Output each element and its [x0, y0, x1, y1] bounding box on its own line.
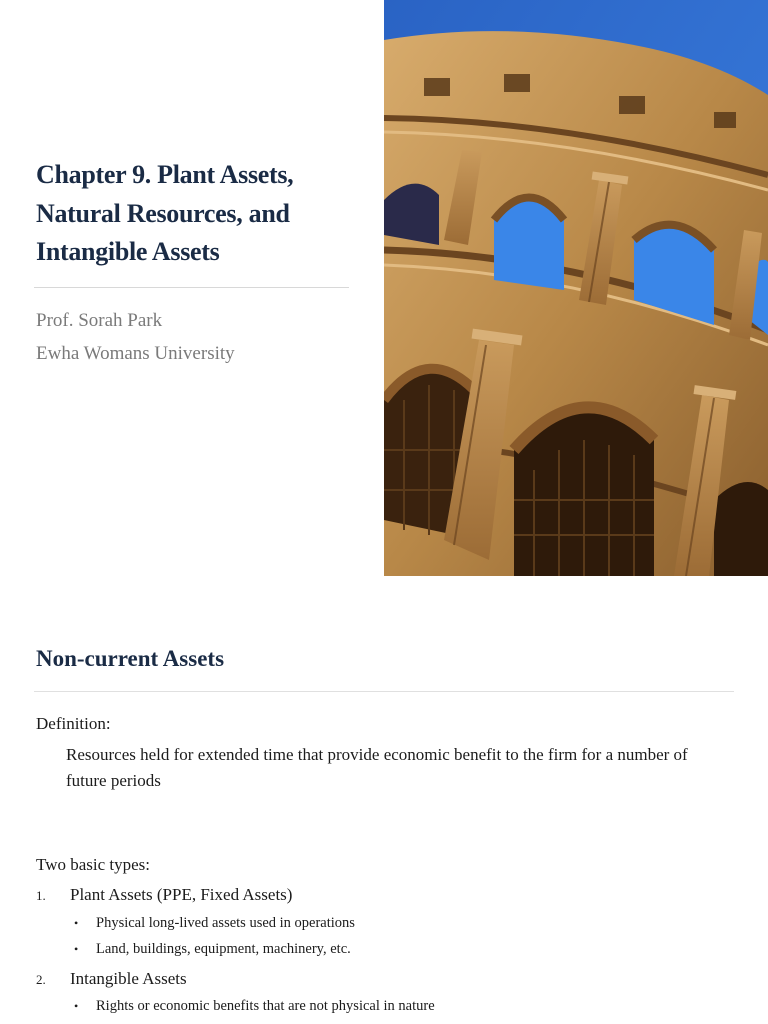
bullet-icon: • [74, 942, 79, 956]
section-heading: Non-current Assets [36, 646, 225, 671]
definition-label: Definition: [36, 714, 111, 733]
type-number: 2. [36, 972, 46, 987]
colosseum-photo [384, 0, 768, 576]
types-label: Two basic types: [36, 855, 151, 874]
slide-title [36, 156, 336, 272]
heading-divider [34, 691, 734, 692]
university-name: Ewha Womans University [36, 343, 235, 364]
bullet-item [74, 998, 435, 1015]
bullet-item [74, 941, 351, 958]
definition-text: Resources held for extended time that provide economic benefit to the firm for a number of future periods [66, 745, 688, 790]
type-number: 1. [36, 888, 46, 903]
content-slide [0, 576, 768, 1024]
type-item-intangible-assets [36, 969, 187, 989]
bullet-icon: • [74, 916, 79, 930]
author-name: Prof. Sorah Park [36, 310, 163, 331]
type-item-plant-assets [36, 885, 292, 905]
bullet-item [74, 915, 355, 932]
bullet-text: Physical long-lived assets used in operations [96, 915, 355, 931]
title-divider [34, 287, 349, 288]
type-label: Plant Assets (PPE, Fixed Assets) [70, 885, 293, 904]
title-line-1: Chapter 9. Plant Assets, [36, 160, 294, 189]
title-line-3: Intangible Assets [36, 237, 220, 266]
bullet-text: Land, buildings, equipment, machinery, etc. [96, 941, 351, 957]
type-label: Intangible Assets [70, 969, 187, 988]
bullet-text: Rights or economic benefits that are not physical in nature [96, 998, 435, 1014]
title-line-2: Natural Resources, and [36, 198, 290, 228]
bullet-icon: • [74, 999, 79, 1013]
